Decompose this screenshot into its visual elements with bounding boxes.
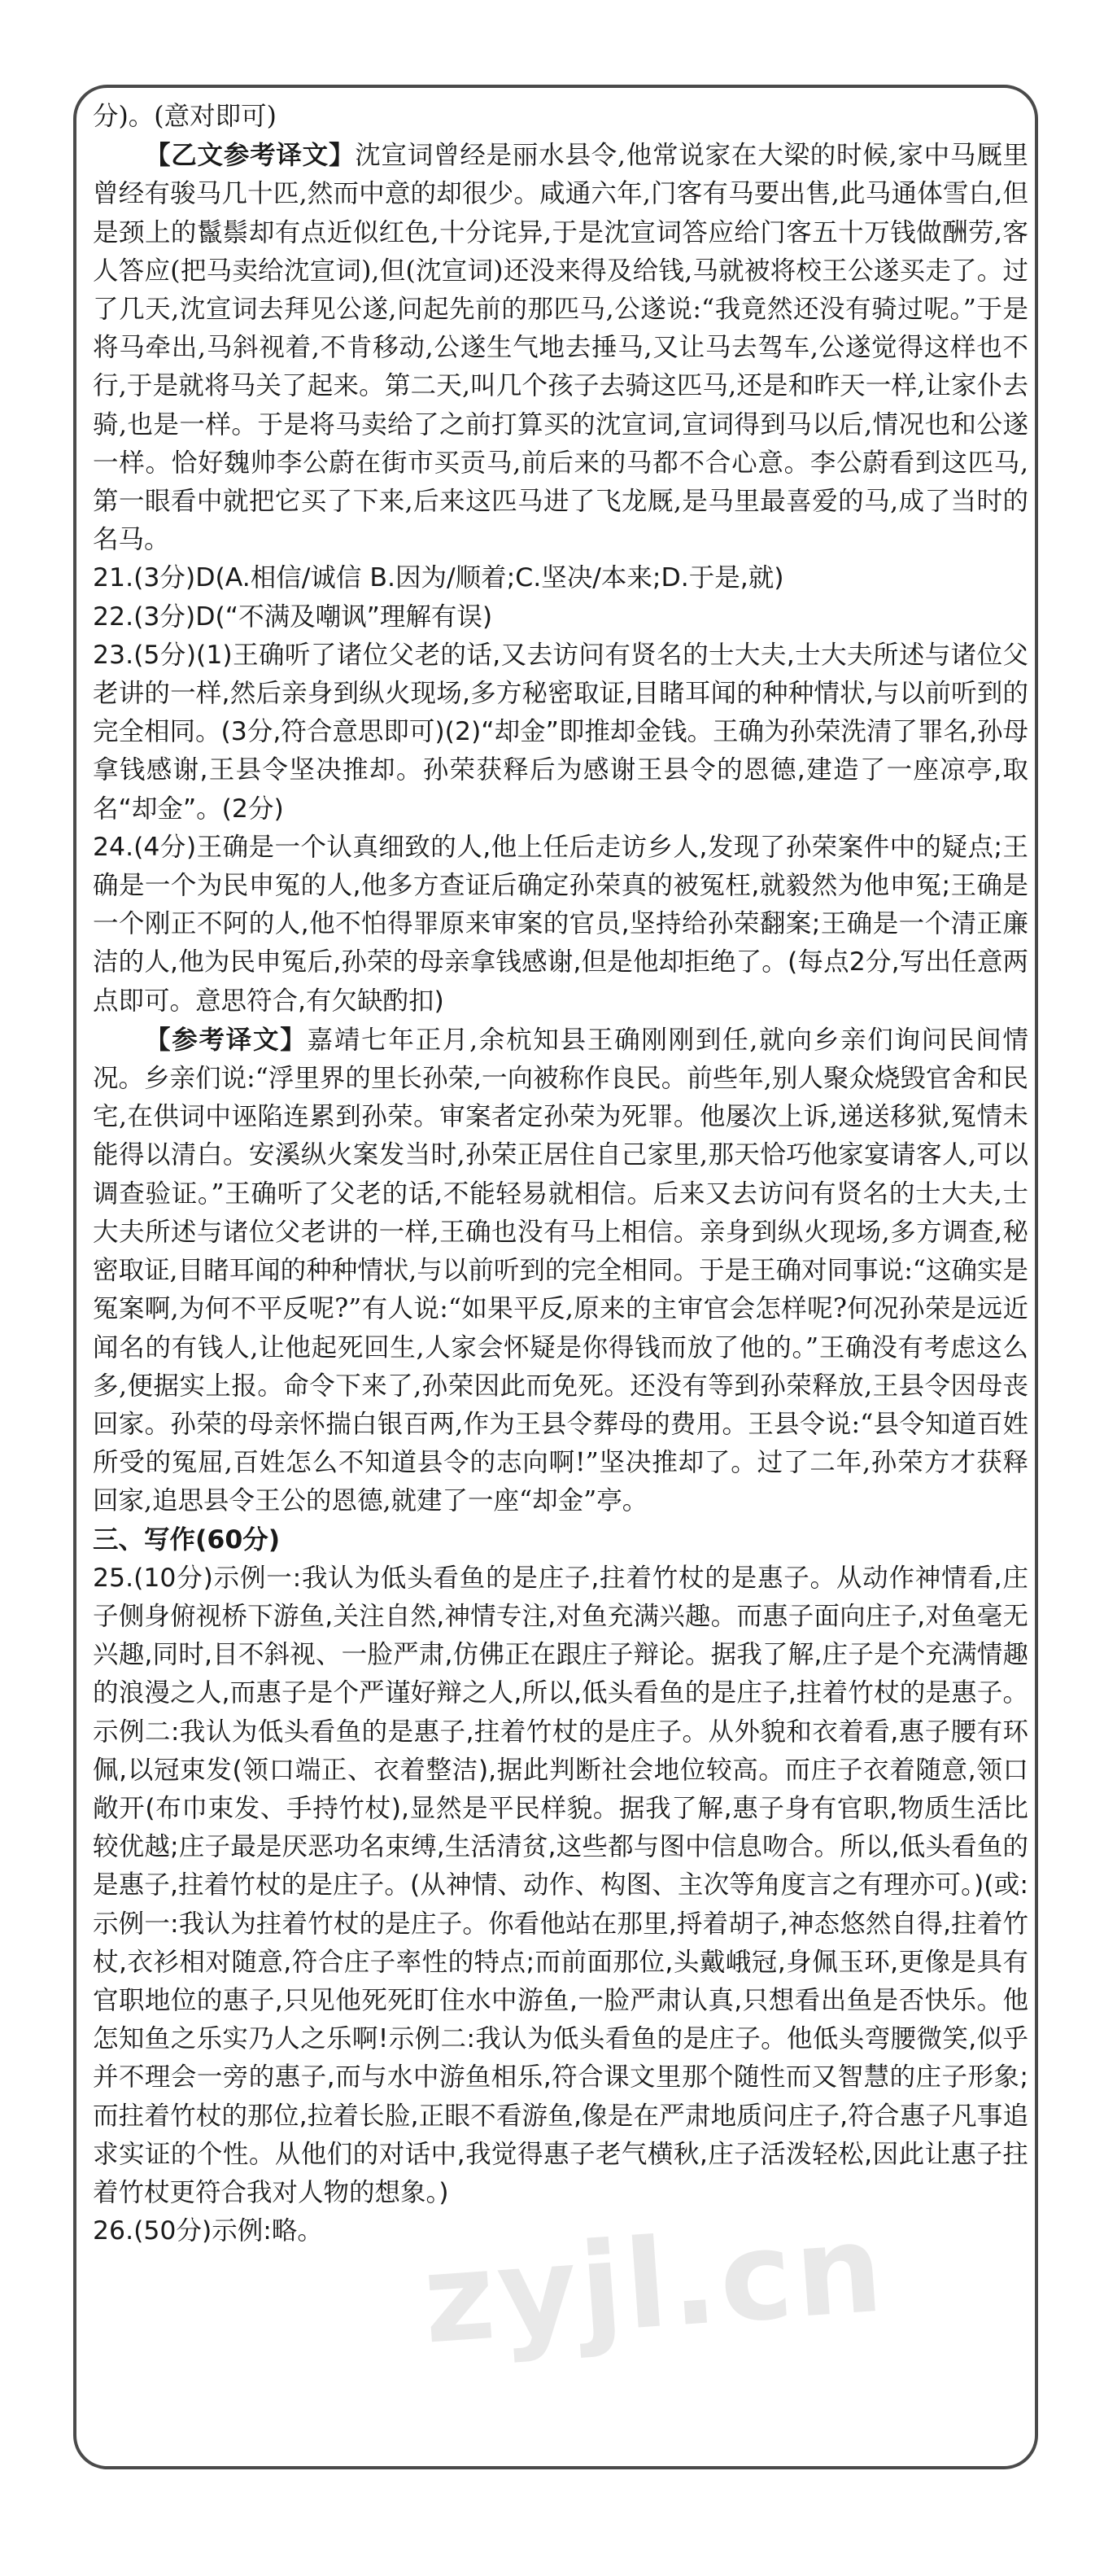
translation-yi-text: 沈宣词曾经是丽水县令,他常说家在大梁的时候,家中马厩里曾经有骏马几十匹,然而中意的却很少。咸通六年,门客有马要出售,此马通体雪白,但是颈上的鬣鬃却有点近似红色,十分诧异,于是沈宣词答应给门客五十万钱做酬劳,客人答应(把马卖给沈宣词),但(沈宣词)还没来得及给钱,马就被将校王公遂买走了。过了几天,沈宣词去拜见公遂,问起先前的那匹马,公遂说:“我竟然还没有骑过呢。”于是将马牵出,马斜视着,不肯移动,公遂生气地去捶马,又让马去驾车,公遂觉得这样也不行,于是就将马关了起来。第二天,叫几个孩子去骑这匹马,还是和昨天一样,让家仆去骑,也是一样。于是将马卖给了之前打算买的沈宣词,宣词得到马以后,情况也和公遂一样。恰好魏帅李公蔚在街市买贡马,前后来的马都不合心意。李公蔚看到这匹马,第一眼看中就把它买了下来,后来这匹马进了飞龙厩,是马里最喜爱的马,成了当时的名马。 — [93, 141, 1028, 555]
continuation-line: 分)。(意对即可) — [93, 102, 277, 131]
answer-21: 21.(3分)D(A.相信/诚信 B.因为/顺着;C.坚决/本来;D.于是,就) — [93, 563, 784, 593]
answer-22: 22.(3分)D(“不满及嘲讽”理解有误) — [93, 601, 493, 632]
translation-yi — [93, 136, 1028, 559]
translation-reference — [93, 1021, 1028, 1521]
translation-reference-text: 嘉靖七年正月,余杭知县王确刚刚到任,就向乡亲们询问民间情况。乡亲们说:“浮里界的里长孙荣,一向被称作良民。前些年,别人聚众烧毁官舍和民宅,在供词中诬陷连累到孙荣。审案者定孙荣为死罪。他屡次上诉,递送移狱,冤情未能得以清白。安溪纵火案发当时,孙荣正居住自己家里,那天恰巧他家宴请客人,可以调查验证。”王确听了父老的话,不能轻易就相信。后来又去访问有贤名的士大夫,士大夫所述与诸位父老讲的一样,王确也没有马上相信。亲身到纵火现场,多方调查,秘密取证,目睹耳闻的种种情状,与以前听到的完全相同。于是王确对同事说:“这确实是冤案啊,为何不平反呢?”有人说:“如果平反,原来的主审官会怎样呢?何况孙荣是远近闻名的有钱人,让他起死回生,人家会怀疑是你得钱而放了他的。”王确没有考虑这么多,便据实上报。命令下来了,孙荣因此而免死。还没有等到孙荣释放,王县令因母丧回家。孙荣的母亲怀揣白银百两,作为王县令葬母的费用。王县令说:“县令知道百姓所受的冤屈,百姓怎么不知道县令的志向啊!”坚决推却了。过了二年,孙荣方才获释回家,追思县令王公的恩德,就建了一座“却金”亭。 — [93, 1025, 1028, 1516]
section-writing-heading: 三、写作(60分) — [93, 1524, 281, 1555]
answer-content — [93, 98, 1028, 2250]
translation-reference-label: 【参考译文】 — [145, 1024, 308, 1055]
answer-26: 26.(50分)示例:略。 — [93, 2216, 323, 2246]
answer-23: 23.(5分)(1)王确听了诸位父老的话,又去访问有贤名的士大夫,士大夫所述与诸位父老讲的一样,然后亲身到纵火现场,多方秘密取证,目睹耳闻的种种情状,与以前听到的完全相同。(3分,符合意思即可)(2)“却金”即推却金钱。王确为孙荣洗清了罪名,孙母拿钱感谢,王县令坚决推却。孙荣获释后为感谢王县令的恩德,建造了一座凉亭,取名“却金”。(2分) — [93, 640, 1028, 824]
watermark: zyjl.cn — [418, 2198, 890, 2372]
answer-24: 24.(4分)王确是一个认真细致的人,他上任后走访乡人,发现了孙荣案件中的疑点;王确是一个为民申冤的人,他多方查证后确定孙荣真的被冤枉,就毅然为他申冤;王确是一个刚正不阿的人,他不怕得罪原来审案的官员,坚持给孙荣翻案;王确是一个清正廉洁的人,他为民申冤后,孙荣的母亲拿钱感谢,但是他却拒绝了。(每点2分,写出任意两点即可。意思符合,有欠缺酌扣) — [93, 832, 1028, 1016]
answer-25: 25.(10分)示例一:我认为低头看鱼的是庄子,拄着竹杖的是惠子。从动作神情看,庄子侧身俯视桥下游鱼,关注自然,神情专注,对鱼充满兴趣。而惠子面向庄子,对鱼毫无兴趣,同时,目不斜视、一脸严肃,仿佛正在跟庄子辩论。据我了解,庄子是个充满情趣的浪漫之人,而惠子是个严谨好辩之人,所以,低头看鱼的是庄子,拄着竹杖的是惠子。示例二:我认为低头看鱼的是惠子,拄着竹杖的是庄子。从外貌和衣着看,惠子腰有环佩,以冠束发(领口端正、衣着整洁),据此判断社会地位较高。而庄子衣着随意,领口敞开(布巾束发、手持竹杖),显然是平民样貌。据我了解,惠子身有官职,物质生活比较优越;庄子最是厌恶功名束缚,生活清贫,这些都与图中信息吻合。所以,低头看鱼的是惠子,拄着竹杖的是庄子。(从神情、动作、构图、主次等角度言之有理亦可。)(或:示例一:我认为拄着竹杖的是庄子。你看他站在那里,捋着胡子,神态悠然自得,拄着竹杖,衣衫相对随意,符合庄子率性的特点;而前面那位,头戴峨冠,身佩玉环,更像是具有官职地位的惠子,只见他死死盯住水中游鱼,一脸严肃认真,只想看出鱼是否快乐。他怎知鱼之乐实乃人之乐啊!示例二:我认为低头看鱼的是庄子。他低头弯腰微笑,似乎并不理会一旁的惠子,而与水中游鱼相乐,符合课文里那个随性而又智慧的庄子形象;而拄着竹杖的那位,拉着长脸,正眼不看游鱼,像是在严肃地质问庄子,符合惠子凡事追求实证的个性。从他们的对话中,我觉得惠子老气横秋,庄子活泼轻松,因此让惠子拄着竹杖更符合我对人物的想象。) — [93, 1563, 1028, 2207]
translation-yi-label: 【乙文参考译文】 — [145, 140, 356, 171]
